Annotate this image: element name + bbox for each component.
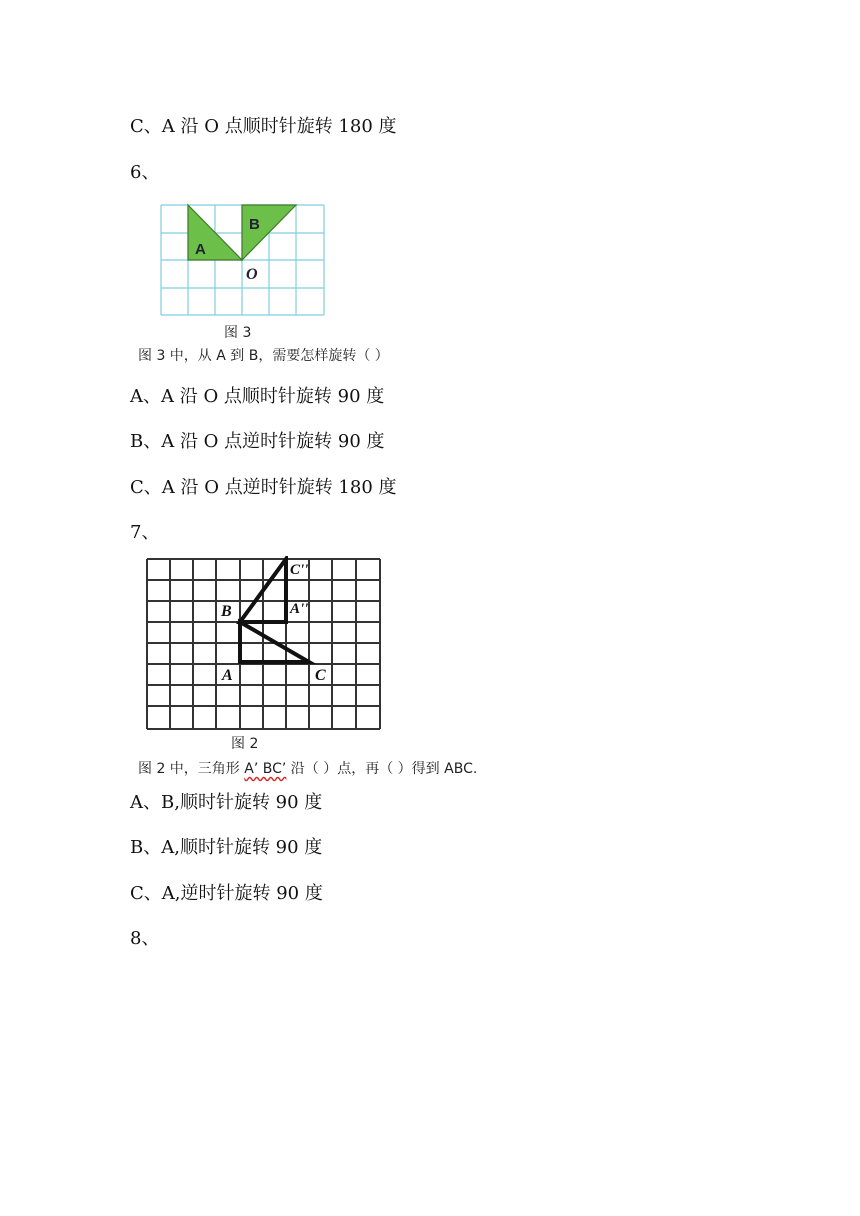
figure-2-caption: 图 2 [231,736,259,752]
q6-number: 6、 [130,162,160,183]
label-a: A [222,667,233,684]
q8-number: 8、 [130,928,160,949]
label-c: C [315,667,326,684]
q7-number: 7、 [130,522,160,543]
q6-option-c: C、A 沿 O 点逆时针旋转 180 度 [130,477,397,498]
triangle-name-marked: A’ BC’ [244,761,287,777]
q7-option-c: C、A,逆时针旋转 90 度 [130,883,323,904]
q6-option-a: A、A 沿 O 点顺时针旋转 90 度 [130,386,385,407]
figure-2-question [138,760,477,778]
figure-3-diagram [158,203,330,317]
question-suffix: 沿（ ）点，再（ ）得到 ABC. [286,761,478,777]
label-b: B [221,603,232,620]
q7-option-b: B、A,顺时针旋转 90 度 [130,837,323,858]
figure-2-grid [147,559,380,729]
figure-3-question: 图 3 中，从 A 到 B，需要怎样旋转（ ） [138,348,389,364]
label-o: O [246,266,258,283]
label-a: A [195,241,206,258]
q5-option-c: C、A 沿 O 点顺时针旋转 180 度 [130,116,397,137]
label-c-double-prime: C'' [290,562,309,578]
question-prefix: 图 2 中，三角形 [138,761,245,777]
label-b: B [249,216,260,233]
q6-option-b: B、A 沿 O 点逆时针旋转 90 度 [130,431,385,452]
figure-3-caption: 图 3 [224,325,252,341]
figure-2-diagram [144,556,384,734]
label-a-double-prime: A'' [290,601,309,617]
q7-option-a: A、B,顺时针旋转 90 度 [130,792,323,813]
